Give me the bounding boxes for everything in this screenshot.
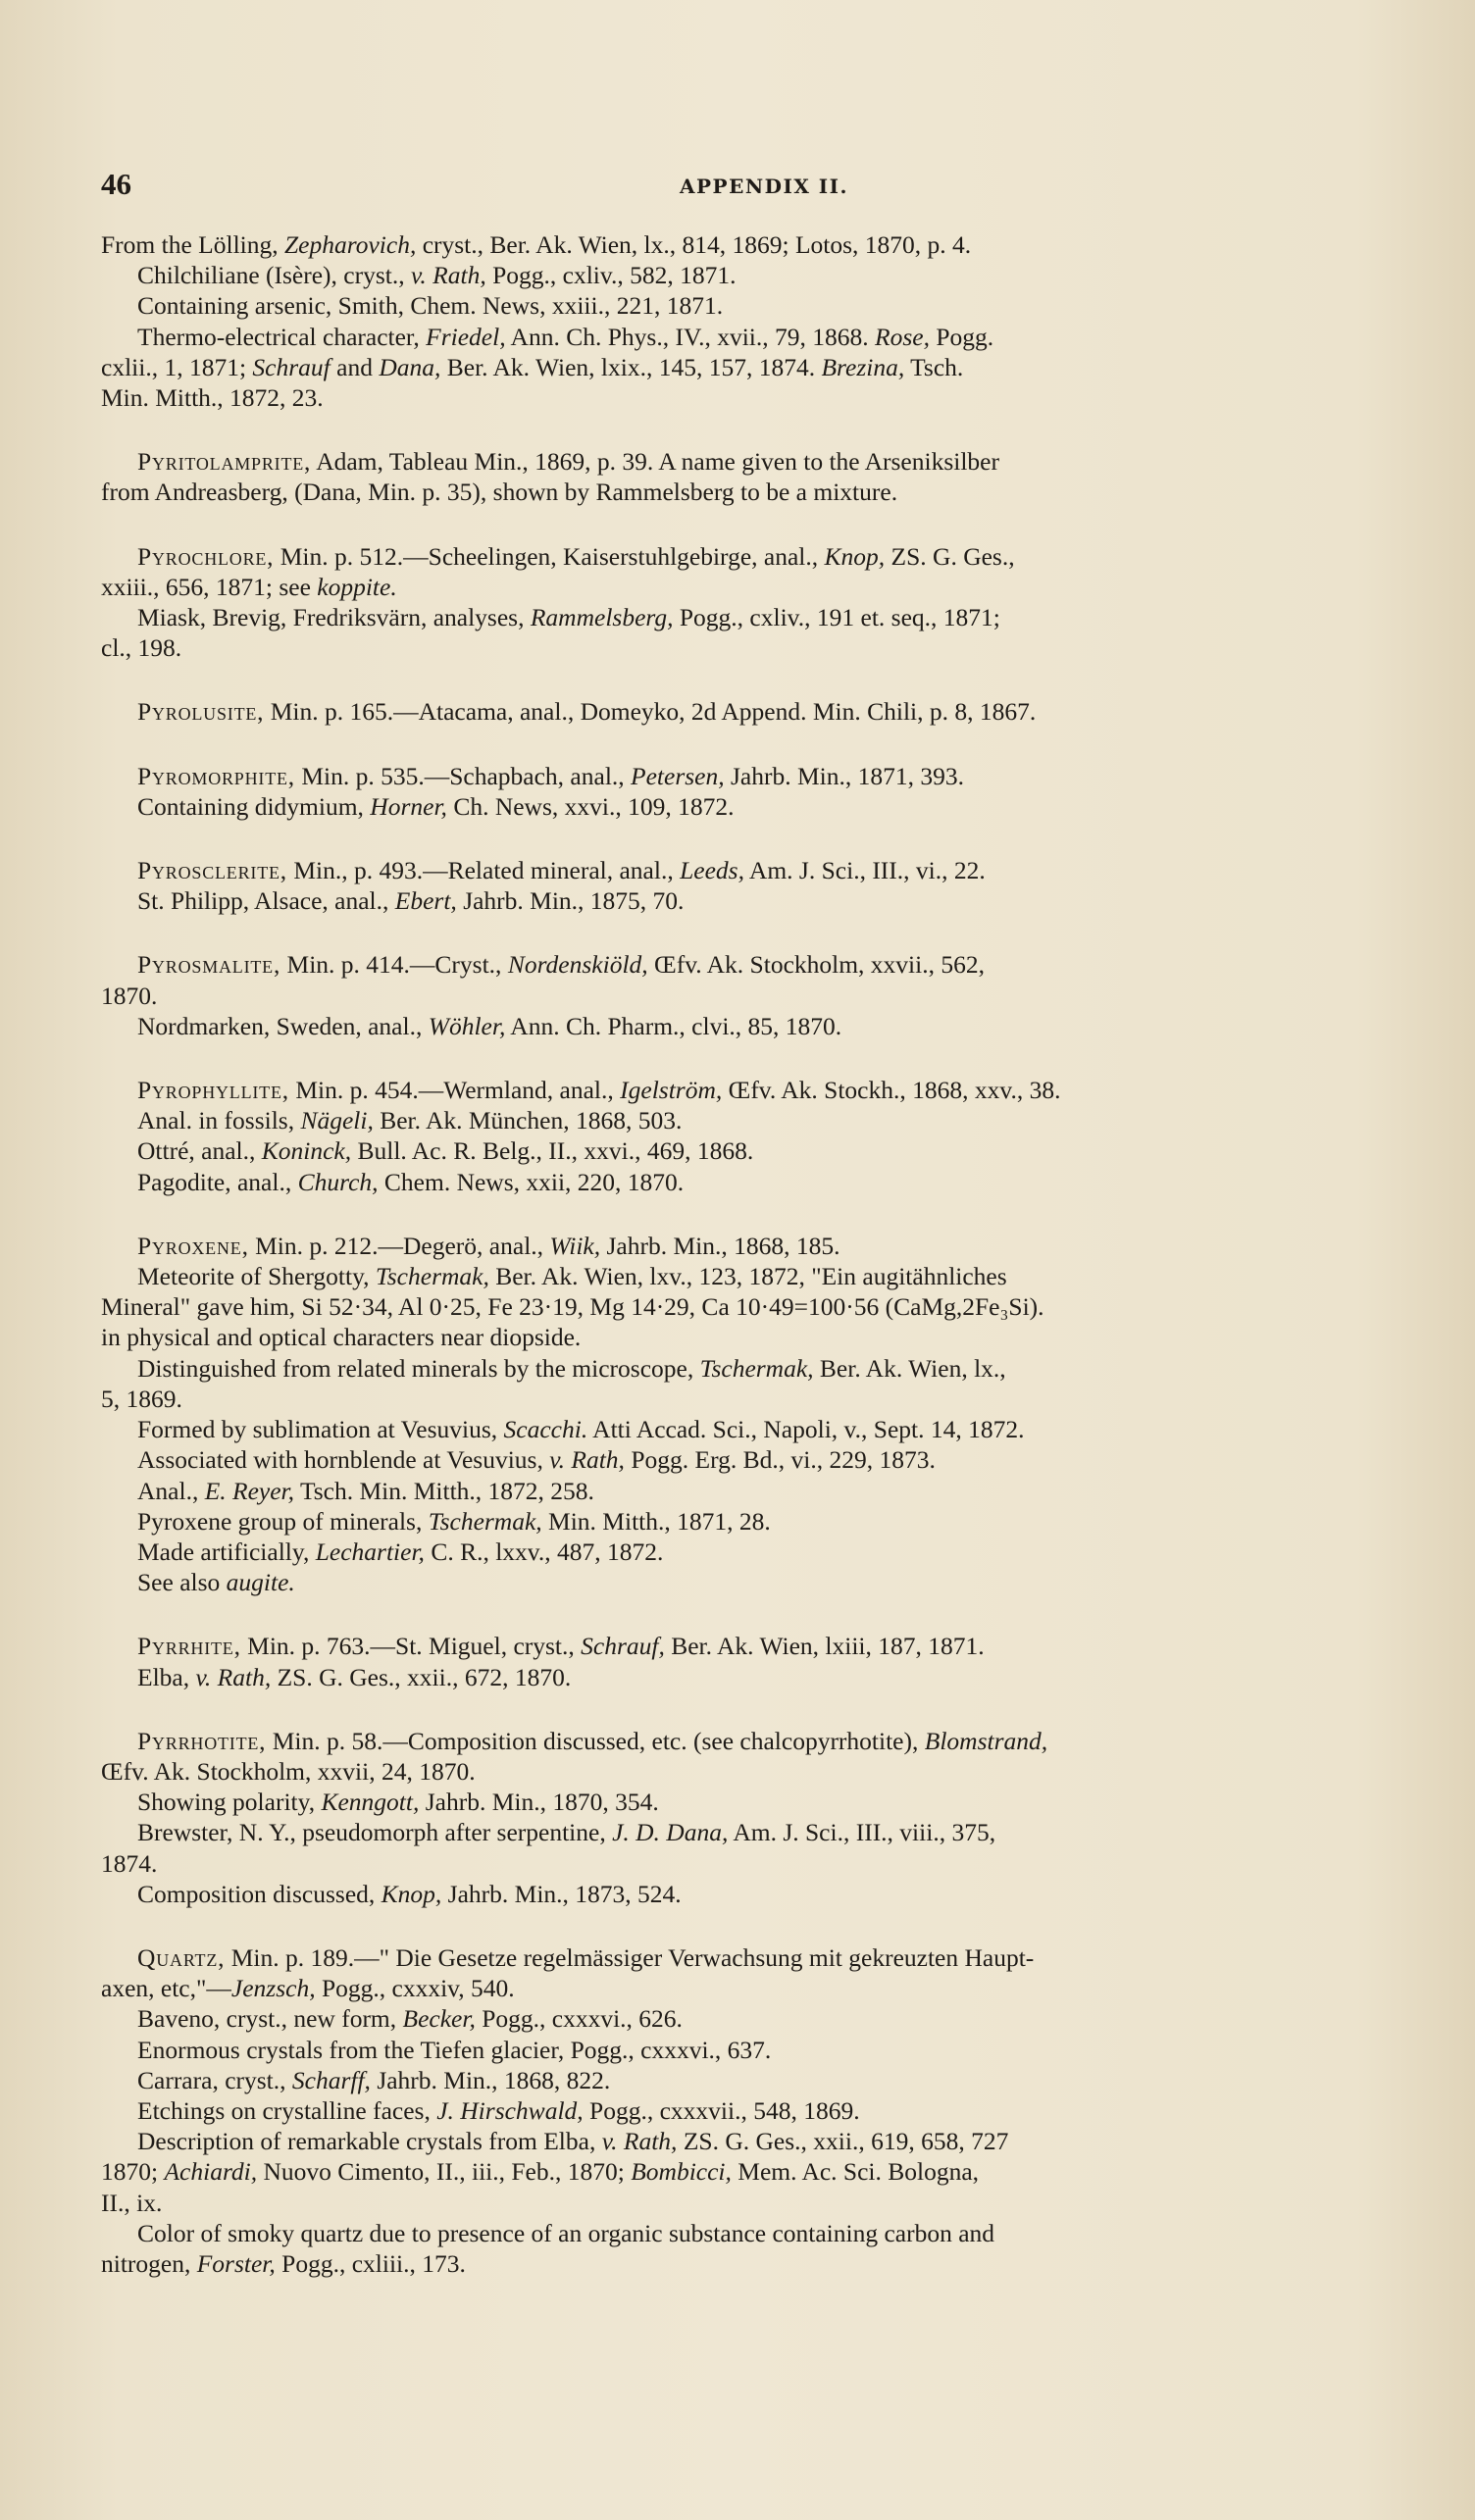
author-citation: Ebert,: [394, 886, 457, 916]
text-line: [101, 1942, 1436, 1973]
author-citation: Rose,: [875, 322, 930, 351]
text-segment: Ber. Ak. München, 1868, 503.: [373, 1106, 683, 1135]
text-line: [101, 477, 1436, 507]
text-segment: 5, 1869.: [101, 1384, 182, 1413]
text-line: [101, 446, 1436, 477]
text-line: [101, 2156, 1436, 2187]
text-line: [101, 2126, 1436, 2156]
text-segment: Œfv. Ak. Stockholm, xxvii., 562,: [647, 950, 985, 980]
entry-term: Quartz,: [137, 1942, 226, 1972]
text-line: [101, 2003, 1436, 2034]
entry-term: Pyrolusite,: [137, 697, 265, 727]
text-line: [101, 1726, 1436, 1756]
text-line: [101, 1135, 1436, 1166]
text-line: [101, 981, 1436, 1011]
text-segment: Etchings on crystalline faces,: [137, 2095, 437, 2125]
text-segment: Made artificially,: [137, 1537, 316, 1566]
text-line: [101, 229, 1436, 260]
author-citation: Knop,: [381, 1879, 442, 1908]
text-segment: Min. Mitth., 1872, 23.: [101, 383, 324, 413]
body-text: [101, 229, 1436, 2279]
entry-term: Pyrophyllite,: [137, 1076, 289, 1105]
text-segment: Pogg.: [929, 322, 994, 351]
text-segment: Associated with hornblende at Vesuvius,: [137, 1445, 550, 1475]
entry-term: Pyrosmalite,: [137, 950, 281, 980]
text-segment: Pogg., cxxxvii., 548, 1869.: [583, 2095, 860, 2125]
author-citation: v. Rath,: [549, 1445, 625, 1475]
text-line: [101, 1261, 1436, 1291]
text-segment: See also: [137, 1568, 227, 1597]
author-citation: Nägeli,: [300, 1106, 374, 1135]
text-line: [101, 791, 1436, 822]
text-segment: Description of remarkable crystals from Elba,: [137, 2127, 602, 2156]
text-line: [101, 290, 1436, 321]
text-segment: Anal.,: [137, 1476, 205, 1505]
text-line: [101, 1537, 1436, 1567]
text-segment: Containing didymium,: [137, 791, 371, 821]
text-line: [101, 2095, 1436, 2126]
text-segment: Nuovo Cimento, II., iii., Feb., 1870;: [257, 2157, 632, 2187]
author-citation: Brezina,: [821, 352, 905, 381]
author-citation: E. Reyer,: [204, 1476, 295, 1505]
text-line: [101, 1011, 1436, 1041]
author-citation: Lechartier,: [315, 1537, 425, 1566]
text-segment: Tsch.: [904, 352, 964, 381]
author-citation: Koninck,: [261, 1136, 352, 1166]
text-segment: Pogg., cxliv., 191 et. seq., 1871;: [673, 603, 1000, 632]
mineral-entry: [101, 761, 1436, 822]
text-line: [101, 1973, 1436, 2003]
author-citation: koppite.: [317, 572, 397, 601]
text-segment: Am. J. Sci., III., viii., 375,: [728, 1818, 996, 1847]
mineral-entry: [101, 1631, 1436, 1691]
text-segment: Tsch. Min. Mitth., 1872, 258.: [294, 1476, 594, 1505]
text-line: [101, 1506, 1436, 1537]
text-segment: Min. p. 512.—Scheelingen, Kaiserstuhlgebirge, anal.,: [274, 541, 825, 571]
author-citation: v. Rath,: [195, 1662, 272, 1691]
text-line: [101, 1075, 1436, 1105]
author-citation: Wiik,: [549, 1231, 601, 1260]
text-line: [101, 1787, 1436, 1817]
mineral-entry: [101, 446, 1436, 507]
text-segment: Ch. News, xxvi., 109, 1872.: [446, 791, 735, 821]
text-segment: Pogg., cxxxiv, 540.: [315, 1974, 515, 2003]
text-segment: Adam, Tableau Min., 1869, p. 39. A name given to the Arseniksilber: [311, 447, 999, 477]
author-citation: Tschermak,: [699, 1353, 814, 1383]
text-segment: Am. J. Sci., III., vi., 22.: [743, 856, 986, 885]
text-line: [101, 885, 1436, 916]
text-segment: Jahrb. Min., 1870, 354.: [419, 1788, 659, 1817]
text-segment: Baveno, cryst., new form,: [137, 2004, 403, 2034]
text-segment: Formed by sublimation at Vesuvius,: [137, 1415, 504, 1444]
author-citation: Blomstrand,: [924, 1726, 1048, 1755]
text-segment: xxiii., 656, 1871; see: [101, 572, 318, 601]
text-segment: ZS. G. Ges.,: [885, 541, 1015, 571]
text-segment: 1870;: [101, 2157, 165, 2187]
author-citation: Nordenskiöld,: [507, 950, 648, 980]
text-segment: Pogg., cxxxvi., 626.: [475, 2004, 683, 2034]
author-citation: Achiardi,: [164, 2157, 258, 2187]
text-segment: Jahrb. Min., 1868, 185.: [600, 1231, 840, 1260]
text-segment: axen, etc,"—: [101, 1974, 231, 2003]
text-segment: Containing arsenic, Smith, Chem. News, xxiii., 221, 1871.: [137, 291, 724, 321]
text-segment: Min. p. 414.—Cryst.,: [280, 950, 508, 980]
mineral-entry: [101, 541, 1436, 664]
author-citation: Schrauf: [252, 352, 331, 381]
text-segment: Pogg. Erg. Bd., vi., 229, 1873.: [624, 1445, 936, 1475]
text-segment: cl., 198.: [101, 633, 182, 663]
text-segment: cryst., Ber. Ak. Wien, lx., 814, 1869; Lotos, 1870, p. 4.: [416, 230, 972, 259]
text-segment: Chilchiliane (Isère), cryst.,: [137, 261, 411, 290]
text-segment: Min. p. 535.—Schapbach, anal.,: [294, 761, 632, 790]
text-segment: Elba,: [137, 1662, 196, 1691]
text-segment: Min. p. 189.—" Die Gesetze regelmässiger Verwachsung mit gekreuzten Haupt-: [225, 1942, 1035, 1972]
author-citation: Forster,: [196, 2248, 276, 2278]
text-segment: Ann. Ch. Phys., IV., xvii., 79, 1868.: [505, 322, 876, 351]
text-segment: Jahrb. Min., 1873, 524.: [441, 1879, 682, 1908]
entry-term: Pyrochlore,: [137, 541, 275, 571]
text-segment: nitrogen,: [101, 2248, 197, 2278]
mineral-entry: [101, 1942, 1436, 2279]
text-line: [101, 1848, 1436, 1879]
text-line: [101, 322, 1436, 352]
text-segment: Jahrb. Min., 1871, 393.: [724, 761, 964, 790]
text-line: [101, 1167, 1436, 1197]
text-segment: Brewster, N. Y., pseudomorph after serpentine,: [137, 1818, 613, 1847]
text-line: [101, 260, 1436, 290]
text-line: [101, 602, 1436, 632]
text-segment: Min. p. 454.—Wermland, anal.,: [288, 1076, 621, 1105]
text-line: [101, 382, 1436, 413]
entry-term: Pyritolamprite,: [137, 447, 312, 477]
page-number: 46: [101, 167, 131, 201]
text-segment: Ber. Ak. Wien, lxiii, 187, 1871.: [664, 1632, 985, 1661]
running-head: APPENDIX II.: [680, 175, 848, 198]
text-line: [101, 1817, 1436, 1847]
text-line: [101, 1105, 1436, 1135]
mineral-entry: [101, 855, 1436, 916]
author-citation: Friedel,: [426, 322, 506, 351]
text-segment: From the Lölling,: [101, 230, 284, 259]
text-segment: Showing polarity,: [137, 1788, 322, 1817]
text-line: [101, 1879, 1436, 1909]
author-citation: Rammelsberg,: [530, 603, 674, 632]
entry-term: Pyrrhite,: [137, 1632, 241, 1661]
author-citation: Jenzsch,: [230, 1974, 316, 2003]
text-segment: Ann. Ch. Pharm., clvi., 85, 1870.: [505, 1011, 842, 1040]
author-citation: J. D. Dana,: [612, 1818, 729, 1847]
text-segment: Min. p. 212.—Degerö, anal.,: [248, 1231, 550, 1260]
text-line: [101, 1414, 1436, 1444]
page-header: [101, 167, 1436, 208]
mineral-entry: [101, 1726, 1436, 1909]
text-segment: Carrara, cryst.,: [137, 2065, 292, 2094]
mineral-entry: [101, 949, 1436, 1041]
text-segment: Œfv. Ak. Stockholm, xxvii, 24, 1870.: [101, 1756, 476, 1786]
author-citation: augite.: [226, 1568, 295, 1597]
mineral-entry: [101, 1075, 1436, 1197]
text-line: [101, 1631, 1436, 1661]
text-segment: Composition discussed,: [137, 1879, 381, 1908]
author-citation: Kenngott,: [321, 1788, 420, 1817]
text-line: [101, 1756, 1436, 1787]
text-line: [101, 1322, 1436, 1352]
text-line: [101, 696, 1436, 727]
text-segment: Min. p. 58.—Composition discussed, etc. (see chalcopyrrhotite),: [266, 1726, 925, 1755]
text-segment: Anal. in fossils,: [137, 1106, 301, 1135]
text-line: [101, 949, 1436, 980]
text-segment: Thermo-electrical character,: [137, 322, 427, 351]
text-segment: Jahrb. Min., 1868, 822.: [370, 2065, 611, 2094]
text-line: [101, 1384, 1436, 1414]
author-citation: Church,: [297, 1167, 379, 1196]
text-segment: Mem. Ac. Sci. Bologna,: [731, 2157, 980, 2187]
text-line: [101, 1353, 1436, 1384]
text-segment: from Andreasberg, (Dana, Min. p. 35), shown by Rammelsberg to be a mixture.: [101, 478, 898, 507]
text-line: [101, 2188, 1436, 2218]
text-line: [101, 761, 1436, 791]
text-line: [101, 1567, 1436, 1597]
text-segment: Pogg., cxliii., 173.: [275, 2248, 466, 2278]
text-line: [101, 2035, 1436, 2065]
text-segment: Ber. Ak. Wien, lxv., 123, 1872, "Ein augitähnliches: [488, 1262, 1007, 1291]
author-citation: Scacchi.: [503, 1415, 588, 1444]
text-segment: Ber. Ak. Wien, lxix., 145, 157, 1874.: [440, 352, 822, 381]
text-segment: Meteorite of Shergotty,: [137, 1262, 376, 1291]
text-segment: cxlii., 1, 1871;: [101, 352, 253, 381]
text-segment: Color of smoky quartz due to presence of an organic substance containing carbon and: [137, 2218, 995, 2247]
text-line: [101, 632, 1436, 663]
text-line: [101, 541, 1436, 572]
author-citation: Tschermak,: [375, 1262, 489, 1291]
entry-term: Pyrrhotite,: [137, 1726, 267, 1755]
mineral-entry: [101, 696, 1436, 727]
author-citation: Bombicci,: [631, 2157, 732, 2187]
text-line: [101, 572, 1436, 602]
text-line: [101, 1291, 1436, 1322]
text-segment: Pyroxene group of minerals,: [137, 1506, 429, 1536]
text-segment: Min., p. 493.—Related mineral, anal.,: [286, 856, 681, 885]
text-segment: Œfv. Ak. Stockh., 1868, xxv., 38.: [722, 1076, 1061, 1105]
text-segment: Min. p. 763.—St. Miguel, cryst.,: [240, 1632, 582, 1661]
text-segment: ZS. G. Ges., xxii., 619, 658, 727: [677, 2127, 1009, 2156]
author-citation: Igelström,: [620, 1076, 723, 1105]
text-segment: Enormous crystals from the Tiefen glacier, Pogg., cxxxvi., 637.: [137, 2035, 772, 2064]
text-segment: Distinguished from related minerals by the microscope,: [137, 1353, 700, 1383]
text-segment: Min. p. 165.—Atacama, anal., Domeyko, 2d Append. Min. Chili, p. 8, 1867.: [264, 697, 1037, 727]
author-citation: Dana,: [379, 352, 441, 381]
text-line: [101, 1476, 1436, 1506]
text-segment: in physical and optical characters near diopside.: [101, 1323, 582, 1352]
author-citation: Leeds,: [680, 856, 744, 885]
text-segment: Min. Mitth., 1871, 28.: [541, 1506, 771, 1536]
entry-term: Pyrosclerite,: [137, 856, 287, 885]
author-citation: Wöhler,: [428, 1011, 506, 1040]
text-line: [101, 1444, 1436, 1475]
text-segment: Mineral" gave him, Si 52·34, Al 0·25, Fe 23·19, Mg 14·29, Ca 10·49=100·56 (CaMg,2Fe₃Si).: [101, 1292, 1044, 1322]
text-segment: St. Philipp, Alsace, anal.,: [137, 886, 395, 916]
text-segment: 1874.: [101, 1848, 158, 1878]
text-line: [101, 2248, 1436, 2279]
author-citation: Becker,: [402, 2004, 476, 2034]
text-segment: II., ix.: [101, 2188, 163, 2217]
text-line: [101, 855, 1436, 885]
text-line: [101, 1231, 1436, 1261]
author-citation: J. Hirschwald,: [436, 2095, 584, 2125]
text-segment: Pogg., cxliv., 582, 1871.: [485, 261, 737, 290]
author-citation: Schrauf,: [581, 1632, 665, 1661]
text-segment: ZS. G. Ges., xxii., 672, 1870.: [271, 1662, 572, 1691]
author-citation: v. Rath,: [601, 2127, 678, 2156]
author-citation: Scharff,: [291, 2065, 371, 2094]
author-citation: Petersen,: [631, 761, 725, 790]
author-citation: v. Rath,: [410, 261, 486, 290]
text-line: [101, 2218, 1436, 2248]
entry-term: Pyroxene,: [137, 1231, 249, 1260]
text-segment: 1870.: [101, 981, 158, 1010]
text-line: [101, 1662, 1436, 1692]
text-line: [101, 352, 1436, 382]
text-segment: C. R., lxxv., 487, 1872.: [424, 1537, 664, 1566]
mineral-entry: [101, 1231, 1436, 1597]
text-segment: and: [330, 352, 380, 381]
author-citation: Tschermak,: [428, 1506, 542, 1536]
author-citation: Zepharovich,: [284, 230, 417, 259]
entry-term: Pyromorphite,: [137, 761, 295, 790]
text-segment: Jahrb. Min., 1875, 70.: [456, 886, 685, 916]
text-segment: Ber. Ak. Wien, lx.,: [813, 1353, 1006, 1383]
author-citation: Horner,: [370, 791, 447, 821]
text-segment: Chem. News, xxii, 220, 1870.: [378, 1167, 685, 1196]
text-segment: Ottré, anal.,: [137, 1136, 262, 1166]
text-segment: Nordmarken, Sweden, anal.,: [137, 1011, 429, 1040]
text-segment: Pagodite, anal.,: [137, 1167, 298, 1196]
text-segment: Atti Accad. Sci., Napoli, v., Sept. 14, 1872.: [587, 1415, 1025, 1444]
text-segment: Miask, Brevig, Fredriksvärn, analyses,: [137, 603, 531, 632]
author-citation: Knop,: [824, 541, 886, 571]
text-line: [101, 2065, 1436, 2095]
text-segment: Bull. Ac. R. Belg., II., xxvi., 469, 1868.: [351, 1136, 754, 1166]
mineral-entry: [101, 229, 1436, 413]
